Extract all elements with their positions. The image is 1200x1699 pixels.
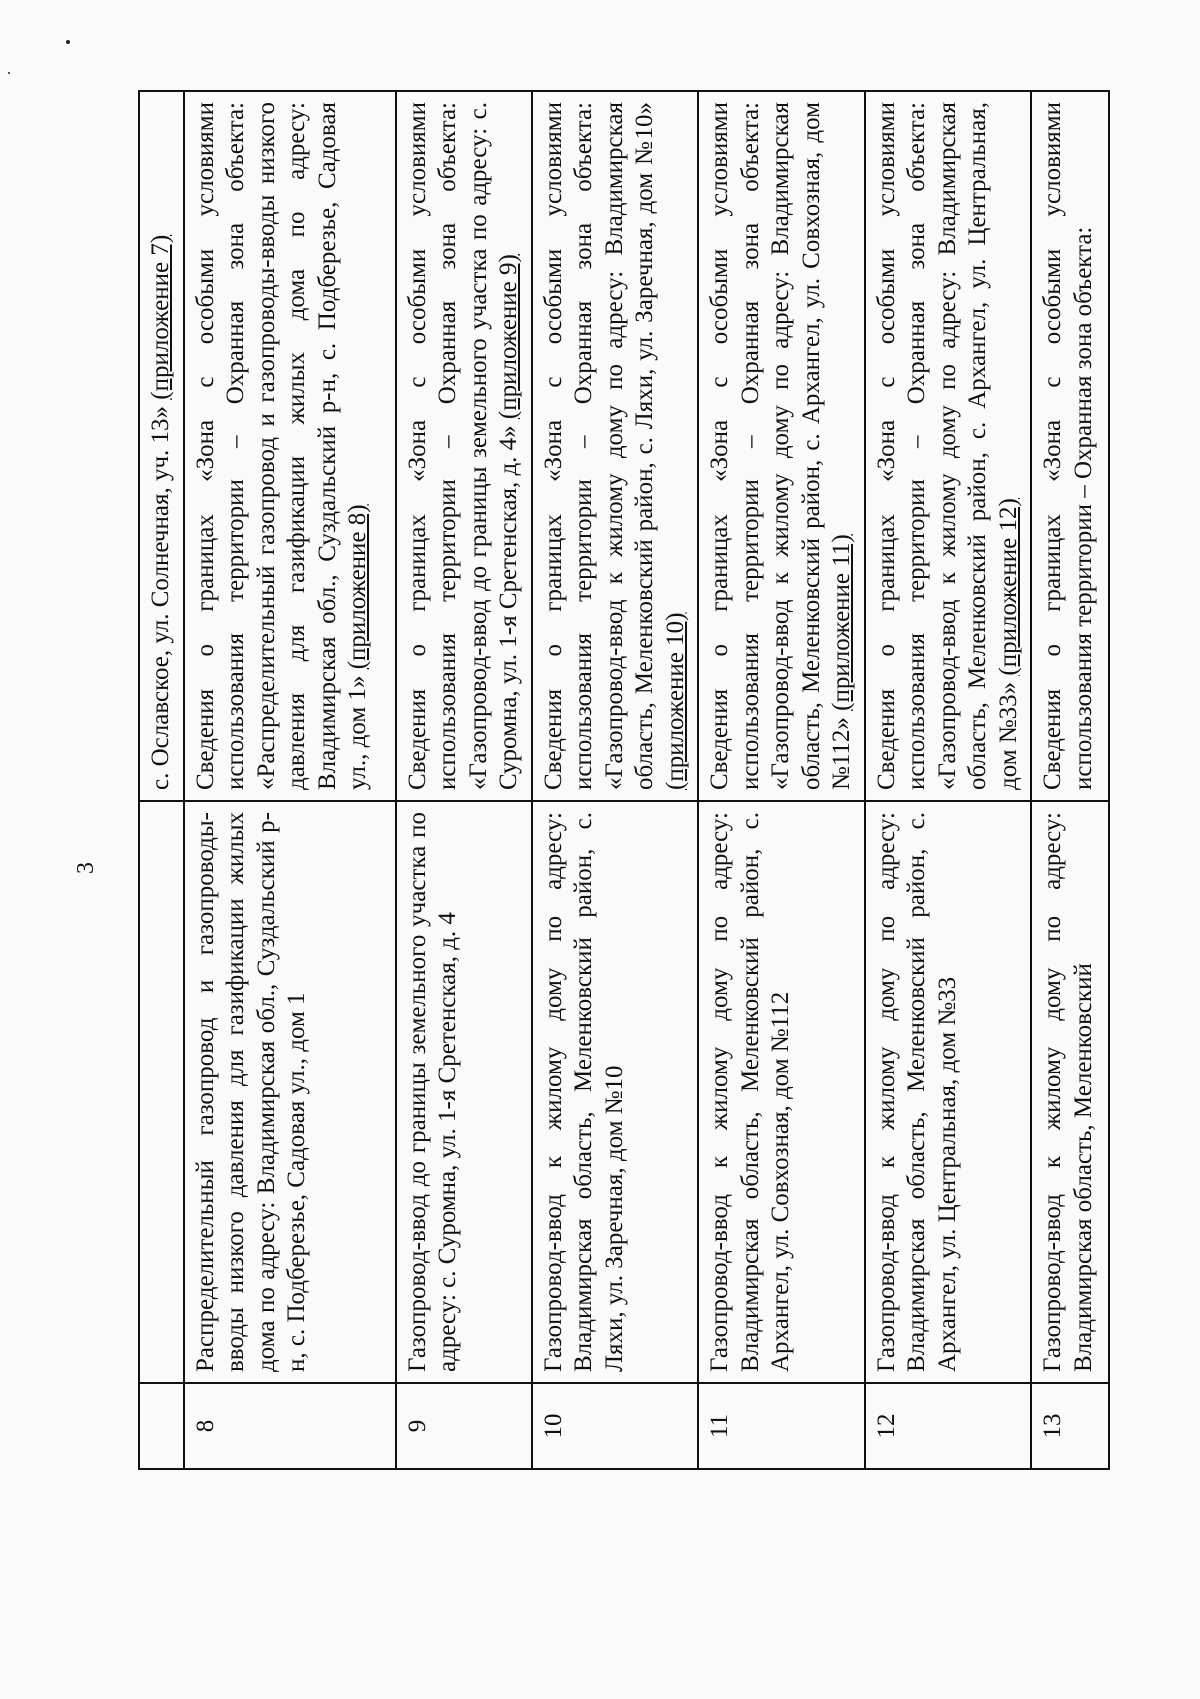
info-text: Сведения о границах «Зона с особыми условиями использования территории – Охранная зона объекта: «Газопровод-ввод до границы земельного участка по адресу: с. Суромна, ул. 1-я Сретенская, д. 4» (403, 102, 522, 790)
table-row (1031, 91, 1109, 1469)
object-cell: Газопровод-ввод к жилому дому по адресу: Владимирская область, Меленковский район, с. Архангел, ул. Центральная, дом №33 (865, 801, 1032, 1383)
number-cell: 10 (532, 1383, 699, 1469)
object-cell: Газопровод-ввод к жилому дому по адресу: Владимирская область, Меленковский район, с. Ляхи, ул. Заречная, дом №10 (532, 801, 699, 1383)
object-cell: Распределительный газопровод и газопроводы-вводы низкого давления для газификации жилых дома по адресу: Владимирская обл., Суздальский р-н, с. Подберезье, Садовая ул., дом 1 (184, 801, 396, 1383)
rotated-table-sheet (138, 90, 1097, 1470)
object-cell: Газопровод-ввод до границы земельного участка по адресу: с. Суромна, ул. 1-я Сретенская, д. 4 (396, 801, 532, 1383)
info-cell (139, 91, 184, 801)
appendix-ref: (приложение 9) (495, 254, 522, 420)
number-cell (139, 1383, 184, 1469)
table-row (396, 91, 532, 1469)
table-row (698, 91, 865, 1469)
number-cell: 11 (698, 1383, 865, 1469)
number-cell: 13 (1031, 1383, 1109, 1469)
info-cell (396, 91, 532, 801)
info-text: Сведения о границах «Зона с особыми условиями использования территории – Охранная зона объекта: «Газопровод-ввод к жилому дому по адресу: Владимирская область, Меленковский район, с. Архангел, ул. Совхозная, дом №112» (706, 102, 855, 790)
object-cell (139, 801, 184, 1383)
info-cell (865, 91, 1032, 801)
number-cell: 8 (184, 1383, 396, 1469)
info-cell (184, 91, 396, 801)
info-cell (532, 91, 699, 801)
table-row (865, 91, 1032, 1469)
number-cell: 9 (396, 1383, 532, 1469)
object-cell: Газопровод-ввод к жилому дому по адресу: Владимирская область, Меленковский район, с. Архангел, ул. Совхозная, дом №112 (698, 801, 865, 1383)
appendix-ref: (приложение 7) (147, 234, 174, 400)
scan-speck (66, 40, 70, 44)
objects-table (138, 90, 1110, 1470)
info-text: Сведения о границах «Зона с особыми условиями использования территории – Охранная зона объекта: «Газопровод-ввод к жилому дому по адресу: Владимирская область, Меленковский район, с. Ляхи, ул. Заречная, дом №10» (539, 102, 658, 790)
info-text: Сведения о границах «Зона с особыми условиями использования территории – Охранная зона объекта: «Газопровод-ввод к жилому дому по адресу: Владимирская область, Меленковский район, с. Архангел, ул. Центральная, дом №33» (872, 102, 1022, 790)
appendix-ref: (приложение 10) (661, 612, 689, 790)
scan-speck (8, 72, 10, 74)
page-number: 3 (73, 862, 99, 874)
number-cell: 12 (865, 1383, 1032, 1469)
object-cell: Газопровод-ввод к жилому дому по адресу: Владимирская область, Меленковский (1031, 801, 1109, 1383)
appendix-ref: (приложение 12) (994, 498, 1022, 676)
appendix-ref: (приложение 8) (344, 504, 371, 670)
info-text: Сведения о границах «Зона с особыми условиями использования территории – Охранная зона объекта: «Распределительный газопровод и газопроводы-вводы низкого давления для газификации жилых дома по адресу: Владимирская обл., Суздальский р-н, с. Подберезье, Садовая ул., дом 1» (191, 102, 371, 790)
table-row (532, 91, 699, 1469)
info-cell (1031, 91, 1109, 801)
table-row (139, 91, 184, 1469)
info-text: с. Ославское, ул. Солнечная, уч. 13» (147, 399, 174, 790)
table-row (184, 91, 396, 1469)
info-text: Сведения о границах «Зона с особыми условиями использования территории – Охранная зона объекта: (1039, 102, 1097, 790)
info-cell (698, 91, 865, 801)
appendix-ref: (приложение 11) (828, 534, 855, 711)
